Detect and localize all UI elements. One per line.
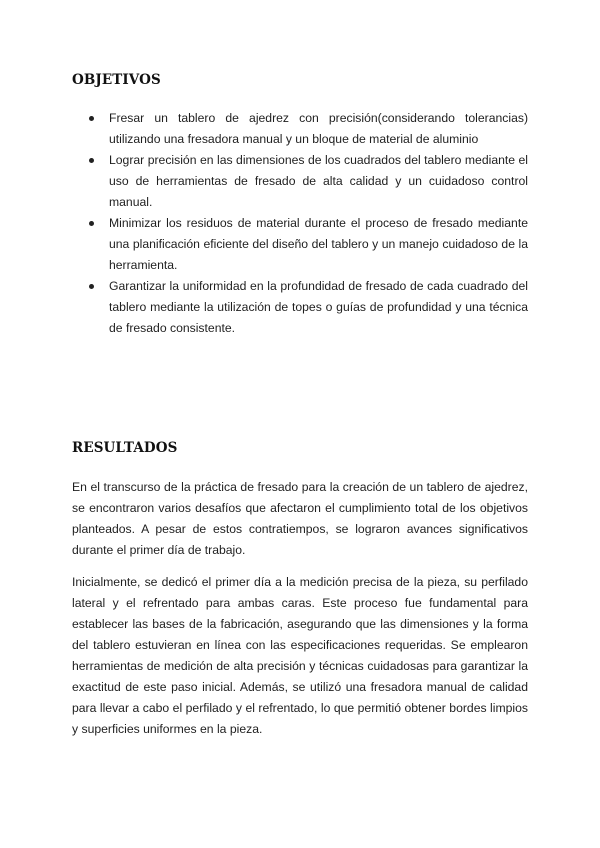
list-item-text: Fresar un tablero de ajedrez con precisión(considerando tolerancias) utilizando una fresadora manual y un bloque de material de aluminio xyxy=(109,111,528,146)
bullet-icon xyxy=(89,284,94,289)
resultados-paragraph-2: Inicialmente, se dedicó el primer día a la medición precisa de la pieza, su perfilado lateral y el refrentado para ambas caras. Este proceso fue fundamental para establecer las bases de la fabricación, asegurando que las dimensiones y la forma del tablero estuvieran en línea con las especificaciones requeridas. Se emplearon herramientas de medición de alta precisión y técnicas cuidadosas para garantizar la exactitud de este paso inicial. Además, se utilizó una fresadora manual de calidad para llevar a cabo el perfilado y el refrentado, lo que permitió obtener bordes limpios y superficies uniformes en la pieza. xyxy=(72,575,528,736)
bullet-icon xyxy=(89,158,94,163)
list-item xyxy=(72,276,528,339)
list-item-text: Lograr precisión en las dimensiones de los cuadrados del tablero mediante el uso de herramientas de fresado de alta calidad y un cuidadoso control manual. xyxy=(109,153,528,209)
objetivos-list xyxy=(72,108,528,339)
list-item xyxy=(72,213,528,276)
bullet-icon xyxy=(89,116,94,121)
list-item-text: Minimizar los residuos de material durante el proceso de fresado mediante una planificación eficiente del diseño del tablero y un manejo cuidadoso de la herramienta. xyxy=(109,216,528,272)
list-item-text: Garantizar la uniformidad en la profundidad de fresado de cada cuadrado del tablero mediante la utilización de topes o guías de profundidad y una técnica de fresado consistente. xyxy=(109,279,528,335)
resultados-heading: RESULTADOS xyxy=(72,440,178,456)
list-item xyxy=(72,108,528,150)
list-item xyxy=(72,150,528,213)
resultados-paragraph-1: En el transcurso de la práctica de fresado para la creación de un tablero de ajedrez, se encontraron varios desafíos que afectaron el cumplimiento total de los objetivos planteados. A pesar de estos contratiempos, se lograron avances significativos durante el primer día de trabajo. xyxy=(72,480,528,557)
bullet-icon xyxy=(89,221,94,226)
objetivos-heading: OBJETIVOS xyxy=(72,72,161,88)
